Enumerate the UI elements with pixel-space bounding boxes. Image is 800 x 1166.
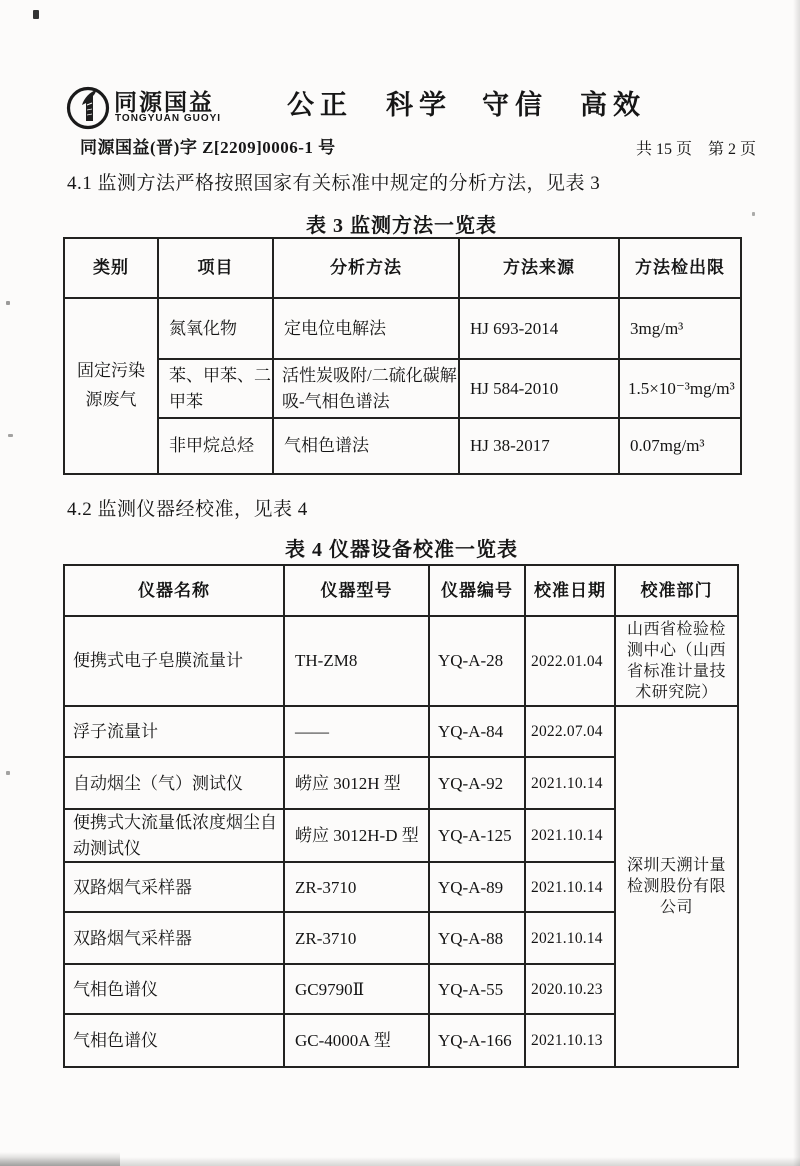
scan-edge-shadow	[0, 1157, 800, 1166]
method-cell: 定电位电解法	[273, 298, 459, 359]
scan-speck	[8, 434, 13, 437]
instrument-name-cell: 便携式电子皂膜流量计	[64, 616, 284, 706]
serial-cell: YQ-A-92	[429, 757, 525, 809]
model-cell: ZR-3710	[284, 862, 429, 912]
scan-edge-shadow	[793, 0, 800, 1166]
slogan-word: 守信	[482, 90, 548, 120]
date-cell: 2022.01.04	[525, 616, 615, 706]
limit-cell: 1.5×10⁻³mg/m³	[619, 359, 741, 418]
serial-cell: YQ-A-28	[429, 616, 525, 706]
document-number: 同源国益(晋)字 Z[2209]0006-1 号	[80, 138, 336, 157]
department-merged-cell: 深圳天溯计量检测股份有限公司	[615, 706, 738, 1067]
table-row	[64, 359, 741, 418]
table-header-row	[64, 565, 738, 616]
table3-title: 表 3 监测方法一览表	[306, 215, 497, 237]
model-cell: ——	[284, 706, 429, 757]
header-cell-serial: 仪器编号	[429, 565, 525, 616]
section-4-2-text: 4.2 监测仪器经校准，见表 4	[67, 499, 308, 520]
table4-title: 表 4 仪器设备校准一览表	[285, 539, 518, 561]
header-cell-department: 校准部门	[615, 565, 738, 616]
header-cell-limit: 方法检出限	[619, 238, 741, 298]
header-cell-method: 分析方法	[273, 238, 459, 298]
instrument-name-cell: 气相色谱仪	[64, 964, 284, 1014]
serial-cell: YQ-A-89	[429, 862, 525, 912]
instrument-name-cell: 双路烟气采样器	[64, 912, 284, 964]
department-cell: 山西省检验检测中心（山西省标准计量技术研究院）	[615, 616, 738, 706]
table-row	[64, 616, 738, 706]
scan-speck	[752, 212, 755, 216]
table-row	[64, 418, 741, 474]
serial-cell: YQ-A-125	[429, 809, 525, 862]
header-cell-item: 项目	[158, 238, 273, 298]
limit-cell: 3mg/m³	[619, 298, 741, 359]
date-cell: 2020.10.23	[525, 964, 615, 1014]
limit-cell: 0.07mg/m³	[619, 418, 741, 474]
item-cell: 氮氧化物	[158, 298, 273, 359]
item-cell: 苯、甲苯、二甲苯	[158, 359, 273, 418]
instrument-name-cell: 气相色谱仪	[64, 1014, 284, 1067]
model-cell: GC9790Ⅱ	[284, 964, 429, 1014]
company-logo-icon	[66, 83, 112, 136]
slogan-word: 高效	[580, 90, 646, 120]
date-cell: 2021.10.14	[525, 757, 615, 809]
date-cell: 2022.07.04	[525, 706, 615, 757]
model-cell: GC-4000A 型	[284, 1014, 429, 1067]
scan-speck	[6, 301, 10, 305]
model-cell: 崂应 3012H 型	[284, 757, 429, 809]
date-cell: 2021.10.14	[525, 809, 615, 862]
serial-cell: YQ-A-88	[429, 912, 525, 964]
scan-smudge	[0, 1152, 120, 1166]
monitoring-methods-table	[63, 237, 742, 475]
item-cell: 非甲烷总烃	[158, 418, 273, 474]
company-name-en: TONGYUAN GUOYI	[115, 113, 222, 124]
model-cell: 崂应 3012H-D 型	[284, 809, 429, 862]
instrument-name-cell: 双路烟气采样器	[64, 862, 284, 912]
model-cell: TH-ZM8	[284, 616, 429, 706]
table-row	[64, 298, 741, 359]
slogan-word: 科学	[386, 90, 452, 120]
header-cell-category: 类别	[64, 238, 158, 298]
source-cell: HJ 38-2017	[459, 418, 619, 474]
source-cell: HJ 693-2014	[459, 298, 619, 359]
date-cell: 2021.10.14	[525, 912, 615, 964]
date-cell: 2021.10.14	[525, 862, 615, 912]
method-cell: 气相色谱法	[273, 418, 459, 474]
instrument-name-cell: 自动烟尘（气）测试仪	[64, 757, 284, 809]
page-count-indicator: 共 15 页 第 2 页	[636, 141, 757, 158]
section-4-1-text: 4.1 监测方法严格按照国家有关标准中规定的分析方法，见表 3	[67, 173, 601, 194]
serial-cell: YQ-A-84	[429, 706, 525, 757]
header-cell-date: 校准日期	[525, 565, 615, 616]
header-cell-model: 仪器型号	[284, 565, 429, 616]
header-cell-source: 方法来源	[459, 238, 619, 298]
date-cell: 2021.10.13	[525, 1014, 615, 1067]
model-cell: ZR-3710	[284, 912, 429, 964]
scan-speck	[33, 10, 39, 19]
serial-cell: YQ-A-166	[429, 1014, 525, 1067]
slogan-word: 公正	[287, 90, 353, 120]
instrument-name-cell: 便携式大流量低浓度烟尘自动测试仪	[64, 809, 284, 862]
instrument-calibration-table	[63, 564, 739, 1068]
table-row	[64, 706, 738, 757]
method-cell: 活性炭吸附/二硫化碳解吸-气相色谱法	[273, 359, 459, 418]
table-header-row	[64, 238, 741, 298]
category-cell: 固定污染源废气	[64, 298, 158, 474]
source-cell: HJ 584-2010	[459, 359, 619, 418]
instrument-name-cell: 浮子流量计	[64, 706, 284, 757]
company-name-cn: 同源国益	[114, 89, 214, 115]
header-cell-instrument-name: 仪器名称	[64, 565, 284, 616]
serial-cell: YQ-A-55	[429, 964, 525, 1014]
scan-speck	[6, 771, 10, 775]
